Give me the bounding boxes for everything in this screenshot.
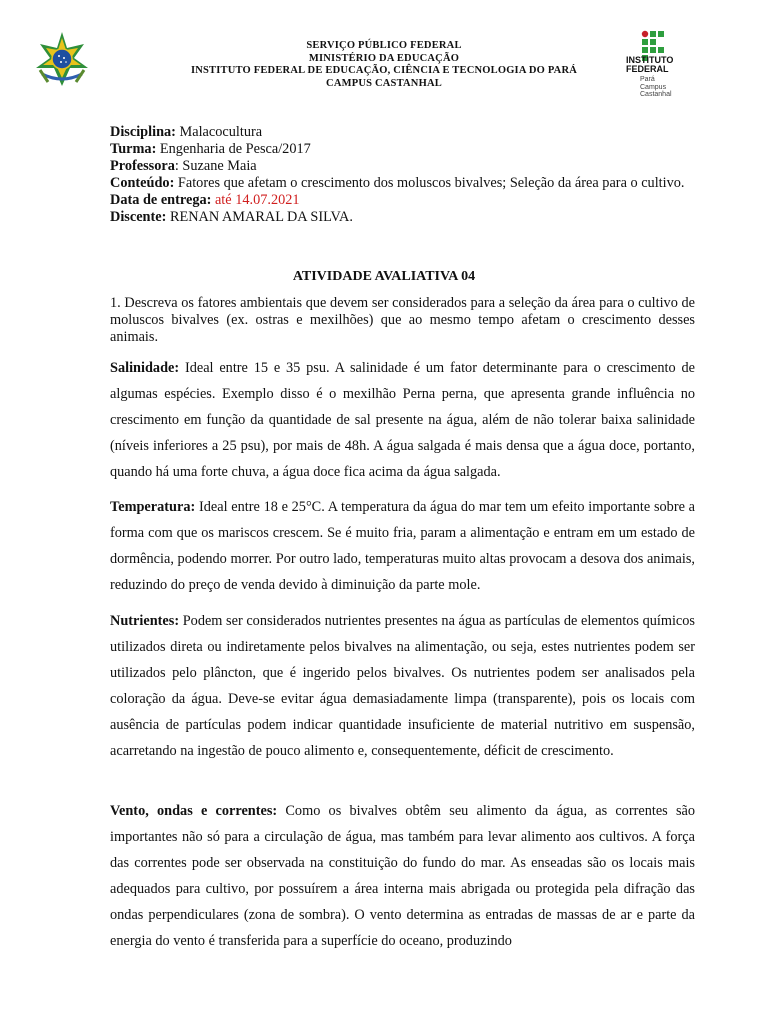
temperatura-label: Temperatura: [110, 499, 196, 515]
discente-label: Discente: [110, 209, 167, 225]
header-line-1: SERVIÇO PÚBLICO FEDERAL [306, 40, 462, 51]
conteudo-value: Fatores que afetam o crescimento dos moluscos bivalves; Seleção da área para o cultivo. [174, 175, 685, 191]
paragraph-vento [110, 798, 695, 954]
question-text: 1. Descreva os fatores ambientais que devem ser considerados para a seleção da área para o cultivo de moluscos bivalves (ex. ostras e mexilhões) que ao mesmo tempo afetam o crescimento desses animais. [110, 295, 695, 345]
nutrientes-text: Podem ser considerados nutrientes presentes na água as partículas de elementos químicos utilizados direta ou indiretamente pelos bivalves na alimentação, ou seja, estes nutrientes podem ser utilizados pelo plâncton, que é ingerido pelos bivalves. Os nutrientes podem ser analisados pela coloração da água. Deve-se evitar água demasiadamente limpa (transparente), pois os locais com ausência de partículas podem indicar quantidade insuficiente de material nutritivo em suspensão, acarretando na ingestão de pouco alimento e, consequentemente, déficit de crescimento. [110, 613, 695, 759]
if-logo-title-line-2: FEDERAL [626, 64, 669, 74]
meta-disciplina [110, 124, 695, 141]
salinidade-label: Salinidade: [110, 360, 180, 376]
paragraph-salinidade [110, 355, 695, 485]
disciplina-value: Malacocultura [175, 124, 263, 140]
entrega-value: até 14.07.2021 [211, 192, 300, 208]
assignment-metadata [110, 124, 695, 226]
header-line-2: MINISTÉRIO DA EDUCAÇÃO [308, 52, 460, 64]
professora-label: Professora [110, 158, 175, 174]
vento-text: Como os bivalves obtêm seu alimento da água, as correntes são importantes não só para a circulação de água, mas também para levar alimento aos cultivos. A força das correntes pode ser observada na constituição do fundo do mar. As enseadas são os locais mais adequados para cultivo, por possuírem a área interna mais abrigada ou protegida pela difração das ondas perpendiculares (zona de sombra). O vento determina as entradas de massas de ar e parte da energia do vento é transferida para a superfície do oceano, produzindo [110, 803, 695, 949]
if-logo-subtitle [640, 76, 672, 99]
if-logo-sub-3: Castanhal [640, 91, 672, 98]
conteudo-label: Conteúdo: [110, 175, 175, 191]
header-line-4: CAMPUS CASTANHAL [326, 77, 442, 89]
header-line-3: INSTITUTO FEDERAL DE EDUCAÇÃO, CIÊNCIA E TECNOLOGIA DO PARÁ [190, 65, 578, 76]
meta-turma [110, 141, 695, 158]
meta-conteudo [110, 175, 695, 192]
temperatura-text: Ideal entre 18 e 25°C. A temperatura da água do mar tem um efeito importante sobre a forma com que os mariscos crescem. Se é muito fria, param a alimentação e entram em um estado de dormência, podendo morrer. Por outro lado, temperaturas muito altas provocam a desova dos animais, reduzindo do preço de venda devido à diminuição da parte mole. [110, 499, 695, 593]
if-logo-title-line-1: INSTITUTO [626, 55, 674, 65]
if-logo-sub-1: Pará [640, 76, 655, 83]
professora-value: : Suzane Maia [174, 158, 257, 174]
disciplina-label: Disciplina: [110, 124, 176, 140]
document-header [0, 0, 768, 110]
turma-value: Engenharia de Pesca/2017 [156, 141, 311, 157]
vento-label: Vento, ondas e correntes: [110, 803, 278, 819]
nutrientes-label: Nutrientes: [110, 613, 180, 629]
meta-entrega [110, 192, 695, 209]
paragraph-temperatura [110, 494, 695, 598]
meta-discente [110, 209, 695, 226]
paragraph-nutrientes [110, 608, 695, 764]
if-logo-title [626, 56, 690, 74]
discente-value: RENAN AMARAL DA SILVA. [166, 209, 353, 225]
entrega-label: Data de entrega: [110, 192, 212, 208]
activity-title: ATIVIDADE AVALIATIVA 04 [292, 269, 476, 284]
turma-label: Turma: [110, 141, 157, 157]
meta-professora [110, 158, 695, 175]
brazil-coat-of-arms-icon [32, 30, 92, 90]
header-text [110, 40, 658, 90]
if-logo-sub-2: Campus [640, 83, 667, 91]
salinidade-text: Ideal entre 15 e 35 psu. A salinidade é um fator determinante para o crescimento de algumas espécies. Exemplo disso é o mexilhão Perna perna, que apresenta grande influência no crescimento em função da quantidade de sal presente na água, além de não tolerar baixa salinidade (níveis inferiores a 25 psu), por mais de 48h. A água salgada é mais densa que a água doce, portanto, quando há uma forte chuva, a água doce fica acima da água salgada. [110, 360, 695, 480]
